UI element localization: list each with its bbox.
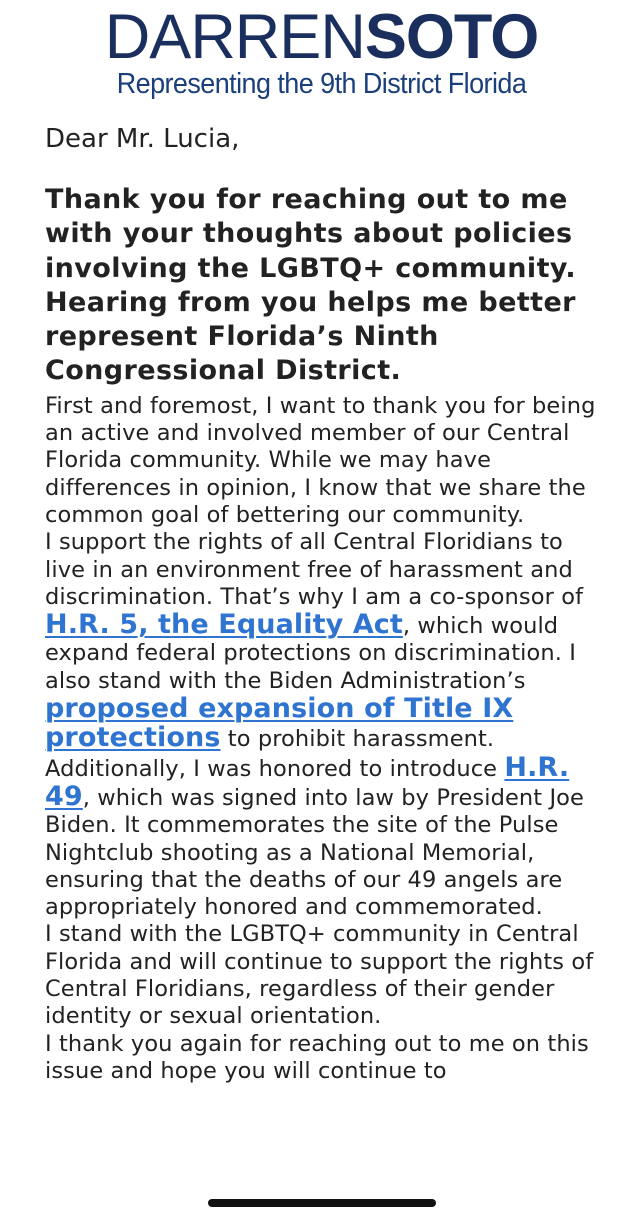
hr49-link[interactable]: H.R. 49 <box>45 751 570 812</box>
paragraph-4: I thank you again for reaching out to me on this issue and hope you will continue to <box>45 1030 589 1084</box>
home-indicator[interactable] <box>208 1199 436 1207</box>
paragraph-2-text-3: to prohibit harassment. Additionally, I was honored to introduce <box>45 726 505 782</box>
paragraph-1: First and foremost, I want to thank you for being an active and involved member of our Central Florida community. While we may have differences in opinion, I know that we share the common goal of bettering our community. <box>45 392 596 528</box>
paragraph-3: I stand with the LGBTQ+ community in Central Florida and will continue to support the rights of Central Floridians, regardless of their gender identity or sexual orientation. <box>45 921 594 1030</box>
paragraph-2 <box>45 529 605 921</box>
equality-act-link[interactable]: H.R. 5, the Equality Act <box>45 609 403 641</box>
paragraph-2-text-4: , which was signed into law by President Joe Biden. It commemorates the site of the Pulse Nightclub shooting as a National Memorial, ensuring that the deaths of our 49 angels are appropriately honored and commemorated. <box>45 784 584 921</box>
logo-wordmark <box>0 2 643 72</box>
paragraph-2-text-1: I support the rights of all Central Floridians to live in an environment free of harassment and discrimination. That’s why I am a co-sponsor of <box>45 529 584 610</box>
logo-last-name: SOTO <box>364 2 539 72</box>
letter-body <box>45 122 605 1085</box>
greeting: Dear Mr. Lucia, <box>45 124 240 154</box>
paragraph-2-text-2: , which would expand federal protections on discrimination. I also stand with the Biden Administration’s <box>45 613 576 694</box>
title-ix-link[interactable]: proposed expansion of Title IX protections <box>45 693 514 754</box>
letterhead <box>0 0 643 108</box>
logo-first-name: DARREN <box>104 2 365 72</box>
tagline: Representing the 9th District Florida <box>116 68 527 100</box>
intro-paragraph: Thank you for reaching out to me with your thoughts about policies involving the LGBTQ+ community. Hearing from you helps me better represent Florida’s Ninth Congressional District. <box>45 184 577 387</box>
